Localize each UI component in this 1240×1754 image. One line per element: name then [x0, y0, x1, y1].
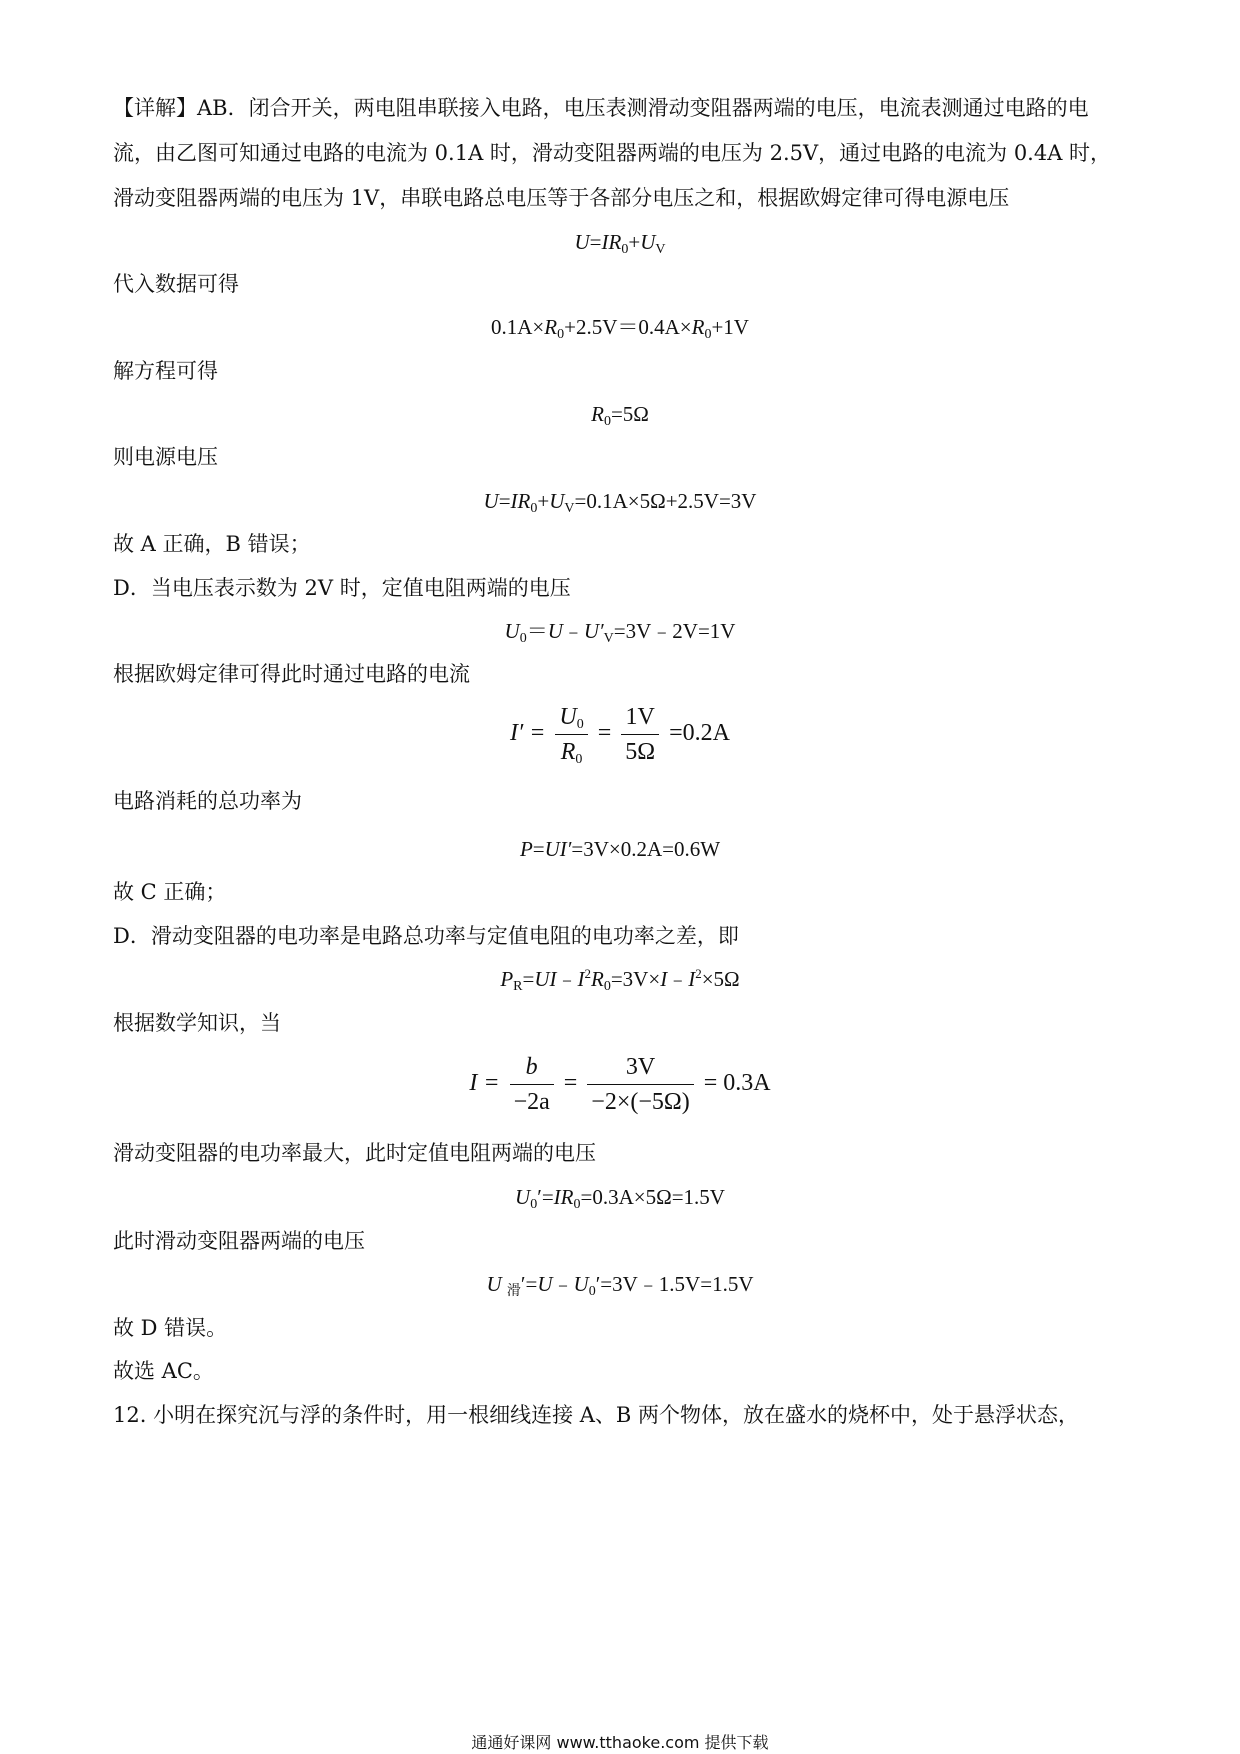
equation-9-fraction: I = $\frac{b}{-2a}$ = $\frac{3V}{-2\times(-5\Omega)}$ = 0.3A [0, 1050, 1240, 1119]
text-guD: 故 D 错误。 [113, 1316, 228, 1340]
equation-10: $U_0'=IR_0=0.3A\times 5\Omega=1.5V$ [515, 1185, 725, 1212]
equation-11: U $_滑'=U﹣U_0'=3V﹣1.5V=1.5V$ [486, 1272, 754, 1299]
text-ze: 则电源电压 [113, 445, 218, 469]
equation-5: $U_0=U﹣U'_V=3V﹣2V=1V$ [504, 619, 736, 646]
equation-2: $0.1A\times R_0+2.5V=0.4A\times R_0+1V$ [491, 315, 749, 342]
fraction-3v: $\frac{3V}{-2\times(-5\Omega)}$ [587, 1050, 693, 1119]
text-D2: D．滑动变阻器的电功率是电路总功率与定值电阻的电功率之差，即 [113, 924, 739, 948]
text-shuxue: 根据数学知识，当 [113, 1011, 281, 1035]
para-line-3: 滑动变阻器两端的电压为 1V，串联电路总电压等于各部分电压之和，根据欧姆定律可得电源电压 [113, 186, 1010, 210]
text-D1: D．当电压表示数为 2V 时，定值电阻两端的电压 [113, 576, 571, 600]
fraction-u0-r0: $\frac{U_0}{R_0}$ [555, 700, 587, 769]
text-genju: 根据欧姆定律可得此时通过电路的电流 [113, 662, 470, 686]
text-guA: 故 A 正确，B 错误； [113, 532, 311, 556]
text-dianlu: 电路消耗的总功率为 [113, 789, 302, 813]
text-cishi: 此时滑动变阻器两端的电压 [113, 1229, 365, 1253]
text-max: 滑动变阻器的电功率最大，此时定值电阻两端的电压 [113, 1141, 596, 1165]
equation-7: P=UI′=3V×0.2A=0.6W [519, 837, 721, 861]
text-guxuan: 故选 AC。 [113, 1359, 214, 1383]
equation-4: $U=IR_0+U_V=0.1A\times 5\Omega+2.5V=3V$ [483, 489, 757, 516]
para-line-2: 流，由乙图可知通过电路的电流为 0.1A 时，滑动变阻器两端的电压为 2.5V，通过电路的电流为 0.4A 时， [113, 141, 1112, 165]
text-guC: 故 C 正确； [113, 880, 227, 904]
equation-6-fraction: I′ = $\frac{U_0}{R_0}$ = $\frac{1V}{5\Omega}$ =0.2A [0, 700, 1240, 769]
question-12: 12. 小明在探究沉与浮的条件时，用一根细线连接 A、B 两个物体，放在盛水的烧杯中，处于悬浮状态， [113, 1403, 1080, 1427]
fraction-b-2a: $\frac{b}{-2a}$ [510, 1050, 554, 1119]
equation-3: $R_0=5\Omega$ [591, 402, 649, 429]
text-daishu: 代入数据可得 [113, 272, 239, 296]
fraction-1v-5ohm: $\frac{1V}{5\Omega}$ [621, 700, 659, 769]
para-line-1: 【详解】AB．闭合开关，两电阻串联接入电路，电压表测滑动变阻器两端的电压，电流表测通过电路的电 [113, 96, 1089, 120]
equation-1: $U=IR_0+U_V$ [574, 230, 666, 257]
equation-8: $P_R=UI﹣I^2R_0=3V\times I﹣I^2\times 5\Omega$ [500, 966, 740, 994]
footer-source: 通通好课网 www.tthaoke.com 提供下载 [471, 1733, 769, 1752]
text-jie: 解方程可得 [113, 359, 218, 383]
